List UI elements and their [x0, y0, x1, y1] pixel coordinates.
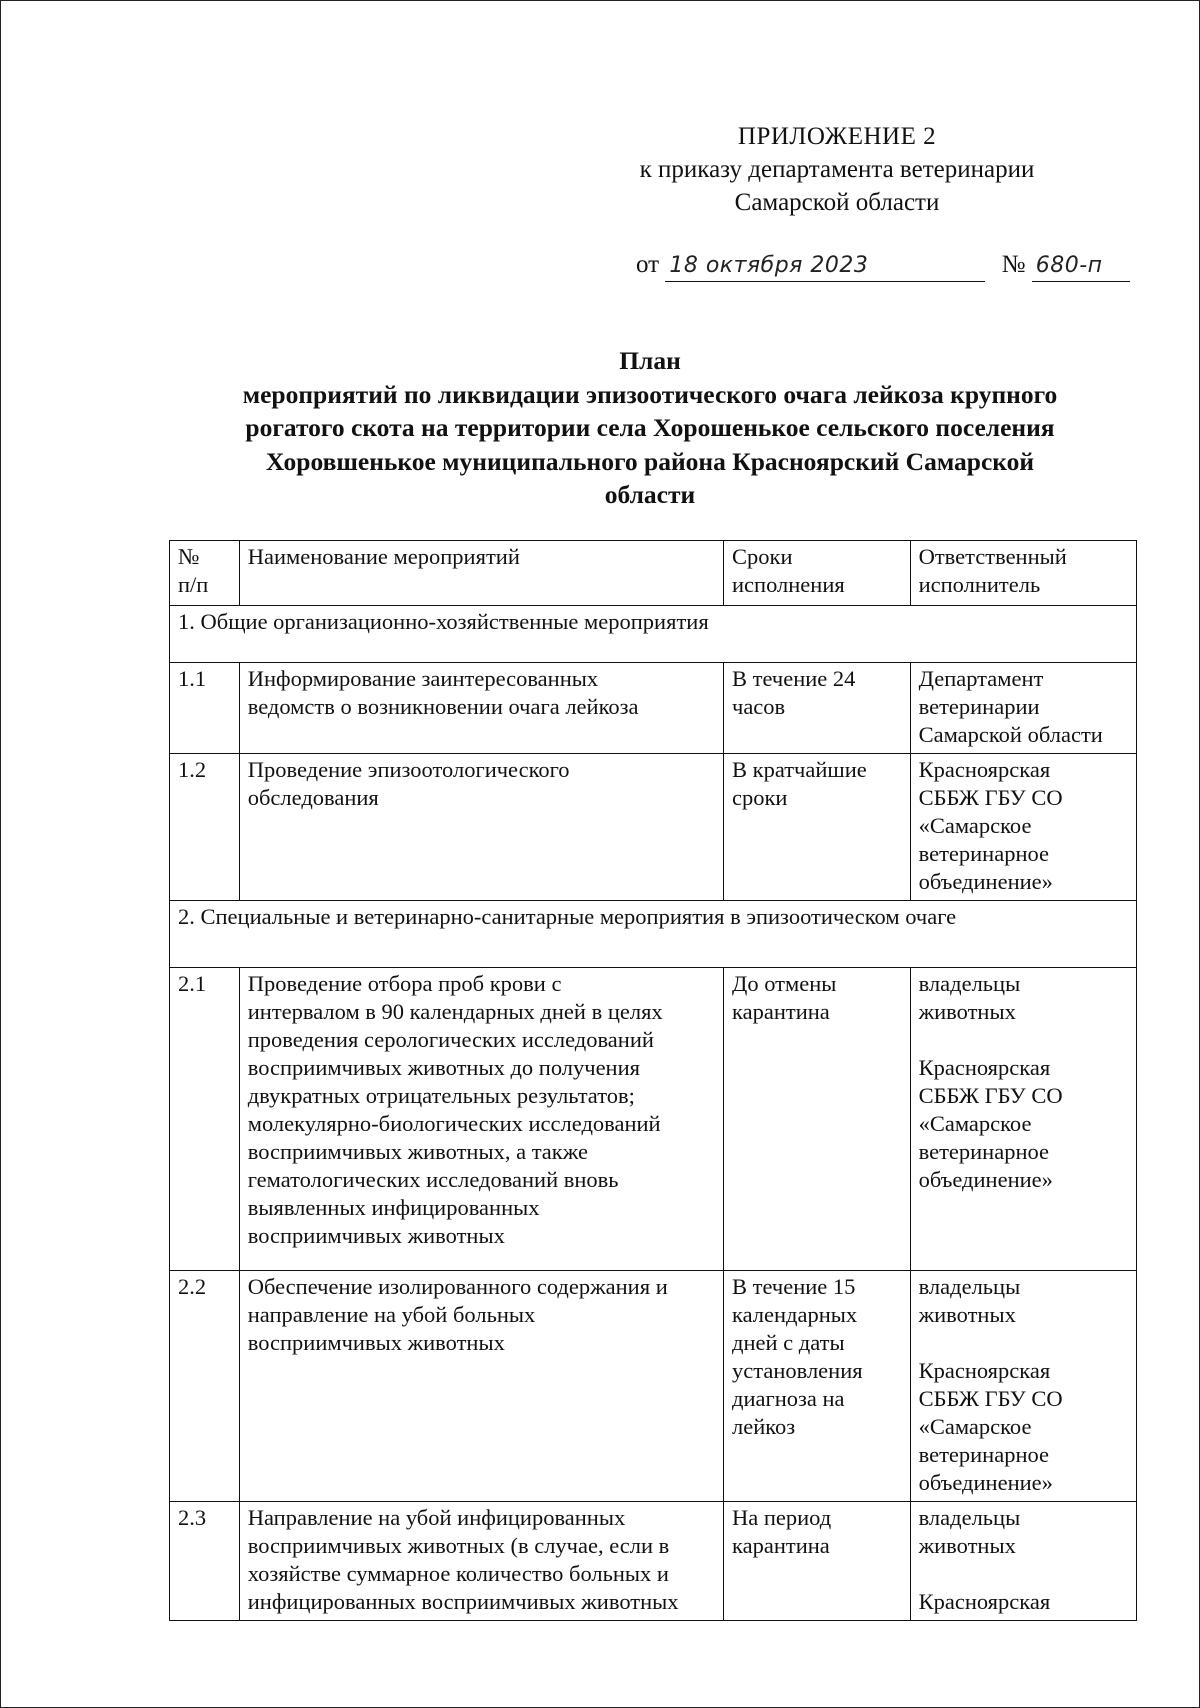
- appendix-title: ПРИЛОЖЕНИЕ 2: [737, 123, 937, 150]
- row-terms: В течение 24 часов: [724, 663, 911, 754]
- header-terms: Сроки исполнения: [724, 541, 911, 606]
- row-name: Обеспечение изолированного содержания и направление на убой больных восприимчивых животных: [239, 1271, 723, 1502]
- row-terms: В течение 15 календарных дней с даты установления диагноза на лейкоз: [724, 1271, 911, 1502]
- section-title-1: 1. Общие организационно-хозяйственные мероприятия: [170, 606, 1137, 663]
- row-terms: В кратчайшие сроки: [724, 754, 911, 901]
- row-number: 2.2: [170, 1271, 240, 1502]
- measures-table: [169, 540, 1137, 1621]
- row-number: 2.1: [170, 968, 240, 1271]
- row-terms: На период карантина: [724, 1502, 911, 1621]
- row-responsible: владельцы животных Красноярская СББЖ ГБУ СО «Самарское ветеринарное объединение»: [910, 968, 1136, 1271]
- row-number: 2.3: [170, 1502, 240, 1621]
- order-number-handwritten: 680-п: [1032, 251, 1130, 282]
- table-row: [170, 663, 1137, 754]
- order-reference: [636, 250, 1126, 282]
- table-row: [170, 1271, 1137, 1502]
- section-row: [170, 901, 1137, 968]
- plan-title-line: Хоровшенькое муниципального района Красноярский Самарской: [265, 446, 1035, 476]
- row-responsible: Красноярская СББЖ ГБУ СО «Самарское ветеринарное объединение»: [910, 754, 1136, 901]
- row-number: 1.1: [170, 663, 240, 754]
- section-title-2: 2. Специальные и ветеринарно-санитарные мероприятия в эпизоотическом очаге: [170, 901, 1137, 968]
- plan-title-block: [160, 344, 1140, 512]
- order-number-label: №: [1001, 251, 1026, 278]
- plan-title-line: рогатого скота на территории села Хорошенькое сельского поселения: [245, 413, 1055, 442]
- order-from-label: от: [636, 251, 660, 278]
- row-name: Направление на убой инфицированных восприимчивых животных (в случае, если в хозяйстве суммарное количество больных и инфицированных восприимчивых животных: [239, 1502, 723, 1621]
- row-name: Проведение отбора проб крови с интервалом в 90 календарных дней в целях проведения серологических исследований восприимчивых животных до получения двукратных отрицательных результатов; молекулярно-биологических исследований восприимчивых животных, а также гематологических исследований вновь выявленных инфицированных восприимчивых животных: [239, 968, 723, 1271]
- row-name: Проведение эпизоотологического обследования: [239, 754, 723, 901]
- plan-title-line: мероприятий по ликвидации эпизоотического очага лейкоза крупного: [242, 379, 1058, 409]
- plan-title-line: области: [604, 480, 696, 509]
- header-responsible: Ответственный исполнитель: [910, 541, 1136, 606]
- plan-heading: План: [619, 346, 681, 375]
- row-responsible: владельцы животных Красноярская СББЖ ГБУ СО «Самарское ветеринарное объединение»: [910, 1271, 1136, 1502]
- row-name: Информирование заинтересованных ведомств о возникновении очага лейкоза: [239, 663, 723, 754]
- table-row: [170, 1502, 1137, 1621]
- row-terms: До отмены карантина: [724, 968, 911, 1271]
- appendix-block: [602, 120, 1072, 219]
- section-row: [170, 606, 1137, 663]
- header-name: Наименование мероприятий: [239, 541, 723, 606]
- appendix-line-3: Самарской области: [734, 189, 940, 216]
- appendix-line-2: к приказу департамента ветеринарии: [639, 156, 1035, 183]
- order-date-handwritten: 18 октября 2023: [665, 251, 985, 282]
- row-responsible: Департамент ветеринарии Самарской области: [910, 663, 1136, 754]
- row-responsible: владельцы животных Красноярская: [910, 1502, 1136, 1621]
- row-number: 1.2: [170, 754, 240, 901]
- header-number: № п/п: [170, 541, 240, 606]
- table-header-row: [170, 541, 1137, 606]
- table-row: [170, 754, 1137, 901]
- table-row: [170, 968, 1137, 1271]
